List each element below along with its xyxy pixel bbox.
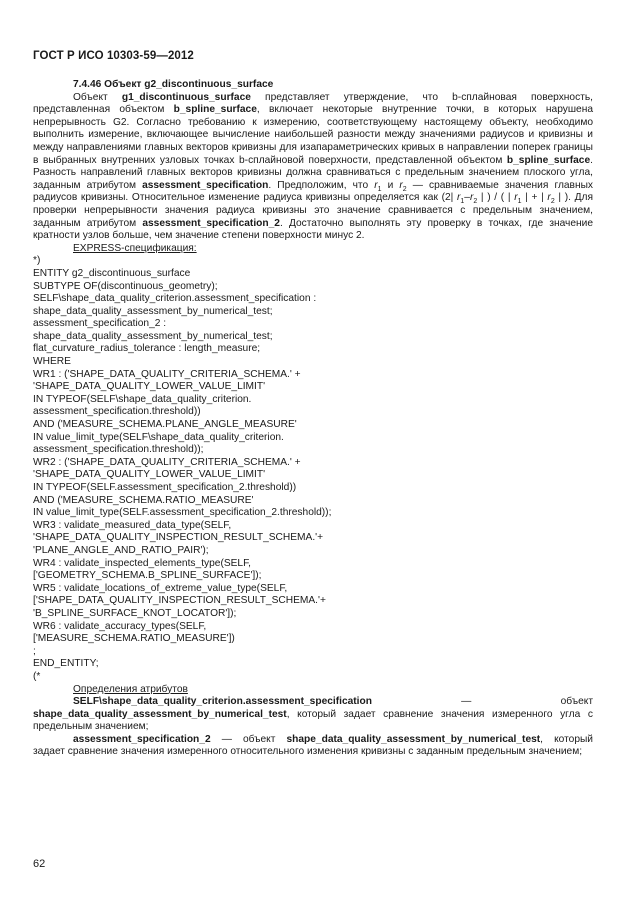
entity-ref: shape_data_quality_assessment_by_numerical_test (33, 708, 287, 720)
code-line: WR6 : validate_accuracy_types(SELF, (33, 620, 207, 632)
text-run: — объект (210, 733, 287, 745)
code-line: 'PLANE_ANGLE_AND_RATIO_PAIR'); (33, 544, 209, 556)
math-var: r (514, 192, 518, 204)
entity-ref: b_spline_surface (173, 104, 257, 116)
code-line: 'SHAPE_DATA_QUALITY_LOWER_VALUE_LIMIT' (33, 469, 266, 481)
code-line: ENTITY g2_discontinuous_surface (33, 267, 191, 279)
entity-ref: shape_data_quality_assessment_by_numerical_test (286, 733, 541, 745)
code-line: WHERE (33, 356, 71, 368)
code-line: IN TYPEOF(SELF\shape_data_quality_criterion. (33, 393, 252, 405)
attribute-ref: assessment_specification (142, 179, 269, 191)
code-line: SUBTYPE OF(discontinuous_geometry); (33, 280, 218, 292)
code-line: WR3 : validate_measured_data_type(SELF, (33, 519, 232, 531)
code-line: WR2 : ('SHAPE_DATA_QUALITY_CRITERIA_SCHEMA.' + (33, 456, 301, 468)
section-title: 7.4.46 Объект g2_discontinuous_surface (73, 79, 274, 90)
text-run: . Предположим, что (268, 179, 375, 191)
math-var: r (456, 192, 461, 204)
math-subscript: 1 (460, 198, 465, 206)
attribute-name: assessment_specification_2 (73, 733, 211, 745)
code-line: ['MEASURE_SCHEMA.RATIO_MEASURE']) (33, 633, 235, 645)
code-line: 'B_SPLINE_SURFACE_KNOT_LOCATOR']); (33, 607, 237, 619)
math-var: r (469, 192, 474, 204)
text-run: представляет утверждение, что b-сплайновая поверхность, представленная объектом (33, 91, 593, 116)
code-line: 'SHAPE_DATA_QUALITY_LOWER_VALUE_LIMIT' (33, 381, 266, 393)
math-var: r (547, 192, 551, 204)
attribute-definition (33, 696, 593, 734)
code-line: SELF\shape_data_quality_criterion.assessment_specification : (33, 293, 317, 305)
code-line: IN TYPEOF(SELF.assessment_specification_2.threshold)) (33, 482, 297, 493)
code-line: IN value_limit_type(SELF.assessment_specification_2.threshold)); (33, 507, 332, 519)
express-label: EXPRESS-спецификация: (73, 242, 197, 254)
code-line: WR1 : ('SHAPE_DATA_QUALITY_CRITERIA_SCHEMA.' + (33, 368, 301, 380)
code-line: WR4 : validate_inspected_elements_type(SELF, (33, 557, 252, 569)
code-line: flat_curvature_radius_tolerance : length_measure; (33, 343, 261, 355)
code-line: shape_data_quality_assessment_by_numerical_test; (33, 330, 273, 342)
text-run: . Разность направлений главных векторов кривизны должна сравниваться с предельным значением плоского угла, заданным атрибутом (33, 154, 593, 191)
attribute-ref: assessment_specification_2 (142, 217, 280, 229)
code-line: AND ('MEASURE_SCHEMA.RATIO_MEASURE' (33, 494, 254, 506)
code-line: END_ENTITY; (33, 658, 99, 670)
entity-ref: b_spline_surface (506, 154, 591, 166)
code-line: (* (33, 670, 41, 682)
code-line: ['SHAPE_DATA_QUALITY_INSPECTION_RESULT_SCHEMA.'+ (33, 595, 326, 607)
text-run: и (381, 179, 400, 191)
code-line: 'SHAPE_DATA_QUALITY_INSPECTION_RESULT_SCHEMA.'+ (33, 532, 324, 544)
code-line: IN value_limit_type(SELF\shape_data_quality_criterion. (33, 431, 284, 443)
text-run: — объект (371, 696, 593, 708)
text-run: — сравниваемые значения главных радиусов кривизны. Относительное изменение радиуса кривизны определяется как (2| (33, 179, 594, 204)
attribute-definition (33, 734, 593, 759)
code-line: ['GEOMETRY_SCHEMA.B_SPLINE_SURFACE']); (33, 570, 262, 582)
document-header: ГОСТ Р ИСО 10303-59—2012 (33, 50, 194, 62)
math-subscript: 1 (517, 198, 522, 206)
code-line: AND ('MEASURE_SCHEMA.PLANE_ANGLE_MEASURE' (33, 419, 297, 431)
entity-ref: g1_discontinuous_surface (121, 91, 251, 103)
code-line: *) (33, 255, 41, 267)
page-content (33, 79, 593, 759)
text-run: Объект (73, 91, 122, 103)
text-run: , включает некоторые внутренние точки, в которых нарушена непрерывность G2. Согласно требованию к измерению, соответствующему настоящему объекту, необходимо выполнить измерение, включающее вычисление наибольшей разности между значениями радиусов и кривизны и между направлениями главных векторов кривизны для изапараметрических кривых в направлении поперек границы в выбранных внутренних узловых точках b-сплайновой поверхности, представленной объектом (33, 104, 593, 166)
text-run: , который задает сравнение значения измеренного угла с предельным значением; (33, 708, 593, 733)
text-run: . Достаточно выполнять эту проверку в точках, где значение кратности узлов больше, чем значение степени поверхности минус 2. (33, 217, 594, 242)
code-line: assessment_specification.threshold)); (33, 444, 204, 456)
express-code-block (33, 255, 593, 683)
code-line: assessment_specification_2 : (33, 318, 167, 330)
math-subscript: 2 (550, 198, 555, 206)
attribute-name: SELF\shape_data_quality_criterion.assessment_specification (73, 696, 372, 708)
attributes-heading: Определения атрибутов (73, 683, 188, 695)
math-subscript: 2 (473, 198, 478, 206)
code-line: shape_data_quality_assessment_by_numerical_test; (33, 305, 273, 317)
code-line: ; (33, 645, 36, 657)
text-run: | ). Для проверки непрерывности значения радиуса кривизны это значение сравнивается с предельным значением, заданным атрибутом (33, 192, 593, 229)
text-run: | ) / ( | (477, 192, 515, 204)
text-run: , который задает сравнение значения измеренного относительного изменения кривизны с заданным предельным значением; (33, 733, 593, 758)
text-run: | + | (521, 192, 548, 204)
text-run: – (464, 192, 470, 204)
math-var: r (374, 179, 378, 191)
page-number: 62 (33, 858, 46, 870)
code-line: WR5 : validate_locations_of_extreme_value_type(SELF, (33, 582, 288, 594)
math-subscript: 2 (402, 185, 407, 193)
math-subscript: 1 (377, 185, 382, 193)
math-var: r (399, 179, 403, 191)
intro-paragraph (33, 92, 593, 243)
code-line: assessment_specification.threshold)) (33, 406, 201, 418)
